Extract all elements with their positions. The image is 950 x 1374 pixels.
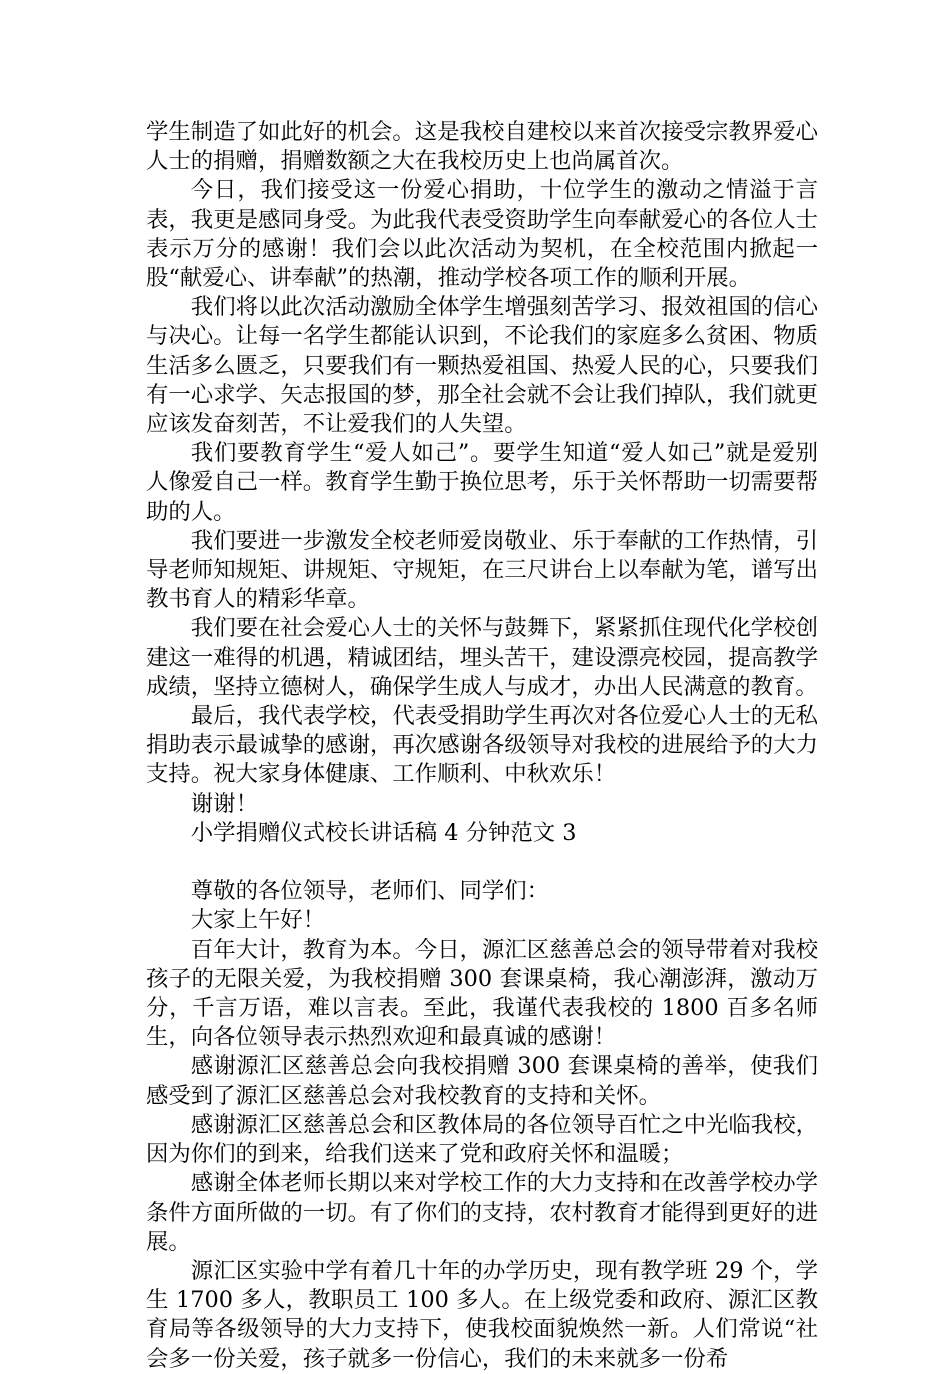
paragraph: 感谢全体老师长期以来对学校工作的大力支持和在改善学校办学条件方面所做的一切。有了你们的支持，农村教育才能得到更好的进展。 — [146, 1170, 818, 1255]
paragraph: 我们要教育学生“爱人如己”。要学生知道“爱人如己”就是爱别人像爱自己一样。教育学生勤于换位思考，乐于关怀帮助一切需要帮助的人。 — [146, 440, 818, 525]
paragraph: 今日，我们接受这一份爱心捐助，十位学生的激动之情溢于言表，我更是感同身受。为此我代表受资助学生向奉献爱心的各位人士表示万分的感谢！我们会以此次活动为契机，在全校范围内掀起一股“献爱心、讲奉献”的热潮，推动学校各项工作的顺利开展。 — [146, 177, 818, 292]
paragraph: 学生制造了如此好的机会。这是我校自建校以来首次接受宗教界爱心人士的捐赠，捐赠数额之大在我校历史上也尚属首次。 — [146, 119, 818, 175]
closing-thanks: 谢谢！ — [190, 790, 258, 817]
paragraph: 我们要在社会爱心人士的关怀与鼓舞下，紧紧抓住现代化学校创建这一难得的机遇，精诚团结，埋头苦干，建设漂亮校园，提高教学成绩，坚持立德树人，确保学生成人与成才，办出人民满意的教育。 — [146, 615, 818, 700]
section-heading: 小学捐赠仪式校长讲话稿 4 分钟范文 3 — [190, 819, 577, 846]
greeting: 大家上午好！ — [190, 907, 326, 934]
paragraph: 我们要进一步激发全校老师爱岗敬业、乐于奉献的工作热情，引导老师知规矩、讲规矩、守规矩，在三尺讲台上以奉献为笔，谱写出教书育人的精彩华章。 — [146, 527, 818, 613]
paragraph: 最后，我代表学校，代表受捐助学生再次对各位爱心人士的无私捐助表示最诚挚的感谢，再次感谢各级领导对我校的进展给予的大力支持。祝大家身体健康、工作顺利、中秋欢乐！ — [146, 703, 818, 788]
paragraph: 百年大计，教育为本。今日，源汇区慈善总会的领导带着对我校孩子的无限关爱，为我校捐赠 300 套课桌椅，我心潮澎湃，激动万分，千言万语，难以言表。至此，我谨代表我校的 1800 百多名师生，向各位领导表示热烈欢迎和最真诚的感谢！ — [146, 936, 818, 1051]
paragraph: 源汇区实验中学有着几十年的办学历史，现有教学班 29 个，学生 1700 多人，教职员工 100 多人。在上级党委和政府、源汇区教育局等各级领导的大力支持下，使我校面貌焕然一新。人们常说“社会多一份关爱，孩子就多一份信心，我们的未来就多一份希 — [146, 1257, 818, 1372]
document-body — [146, 118, 818, 1374]
paragraph: 感谢源汇区慈善总会向我校捐赠 300 套课桌椅的善举，使我们感受到了源汇区慈善总会对我校教育的支持和关怀。 — [146, 1053, 818, 1109]
blank-line — [146, 848, 818, 877]
paragraph: 我们将以此次活动激励全体学生增强刻苦学习、报效祖国的信心与决心。让每一名学生都能认识到，不论我们的家庭多么贫困、物质生活多么匮乏，只要我们有一颗热爱祖国、热爱人民的心，只要我们有一心求学、矢志报国的梦，那全社会就不会让我们掉队，我们就更应该发奋刻苦，不让爱我们的人失望。 — [146, 294, 818, 438]
paragraph: 感谢源汇区慈善总会和区教体局的各位领导百忙之中光临我校，因为你们的到来，给我们送来了党和政府关怀和温暖； — [146, 1111, 818, 1168]
salutation: 尊敬的各位领导，老师们、同学们： — [190, 878, 550, 905]
